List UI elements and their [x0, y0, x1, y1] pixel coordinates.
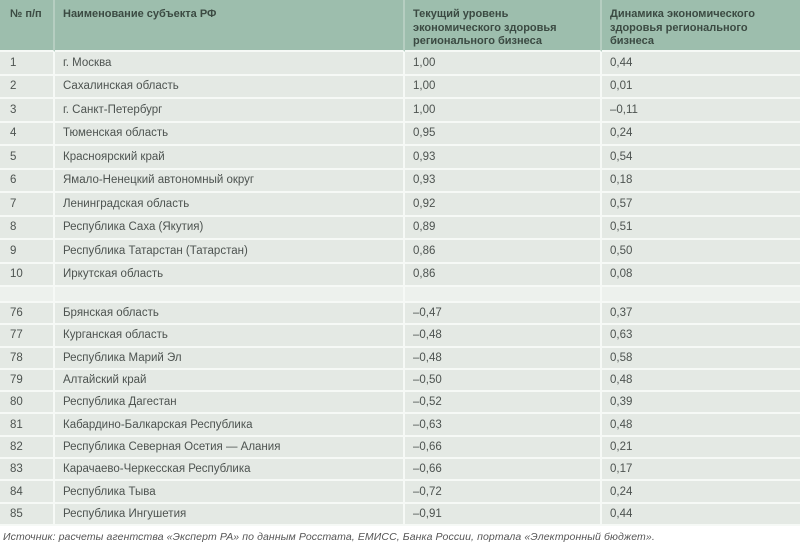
- cell-region-name: Тюменская область: [55, 123, 405, 147]
- cell-current-level: 0,92: [405, 193, 602, 217]
- cell-current-level: 1,00: [405, 99, 602, 123]
- cell-num: 76: [0, 303, 55, 325]
- cell-region-name: г. Санкт-Петербург: [55, 99, 405, 123]
- cell-region-name: Республика Саха (Якутия): [55, 217, 405, 241]
- cell-dynamics: 0,63: [602, 325, 800, 347]
- cell-dynamics: 0,44: [602, 52, 800, 76]
- gap-cell: [405, 287, 602, 303]
- cell-num: 8: [0, 217, 55, 241]
- gap-cell: [0, 287, 55, 303]
- gap-cell: [602, 287, 800, 303]
- cell-num: 84: [0, 481, 55, 503]
- column-header-name: Наименование субъекта РФ: [55, 0, 405, 52]
- cell-num: 82: [0, 437, 55, 459]
- table-row: [0, 170, 800, 194]
- cell-num: 77: [0, 325, 55, 347]
- cell-current-level: –0,52: [405, 392, 602, 414]
- column-header-dynamics: Динамика экономического здоровья регионального бизнеса: [602, 0, 800, 52]
- cell-num: 80: [0, 392, 55, 414]
- cell-current-level: 0,95: [405, 123, 602, 147]
- cell-num: 9: [0, 240, 55, 264]
- cell-num: 7: [0, 193, 55, 217]
- cell-current-level: –0,48: [405, 325, 602, 347]
- table-header: [0, 0, 800, 52]
- cell-num: 10: [0, 264, 55, 288]
- cell-num: 83: [0, 459, 55, 481]
- cell-current-level: –0,91: [405, 504, 602, 526]
- cell-region-name: Сахалинская область: [55, 76, 405, 100]
- column-header-num: № п/п: [0, 0, 55, 52]
- cell-region-name: Республика Татарстан (Татарстан): [55, 240, 405, 264]
- table-row: [0, 76, 800, 100]
- cell-region-name: Курганская область: [55, 325, 405, 347]
- cell-current-level: 0,93: [405, 146, 602, 170]
- cell-region-name: Республика Ингушетия: [55, 504, 405, 526]
- table-row: [0, 193, 800, 217]
- table-gap-section: [0, 287, 800, 303]
- table-row: [0, 481, 800, 503]
- table-row: [0, 348, 800, 370]
- cell-region-name: Республика Марий Эл: [55, 348, 405, 370]
- table-row: [0, 437, 800, 459]
- cell-num: 85: [0, 504, 55, 526]
- cell-num: 81: [0, 414, 55, 436]
- cell-region-name: Кабардино-Балкарская Республика: [55, 414, 405, 436]
- header-row: [0, 0, 800, 52]
- cell-current-level: –0,72: [405, 481, 602, 503]
- cell-num: 5: [0, 146, 55, 170]
- cell-current-level: –0,66: [405, 437, 602, 459]
- cell-current-level: –0,63: [405, 414, 602, 436]
- cell-region-name: Республика Северная Осетия — Алания: [55, 437, 405, 459]
- cell-dynamics: 0,21: [602, 437, 800, 459]
- cell-num: 2: [0, 76, 55, 100]
- gap-cell: [55, 287, 405, 303]
- table-row: [0, 303, 800, 325]
- table-body-bottom: [0, 303, 800, 526]
- cell-region-name: Красноярский край: [55, 146, 405, 170]
- cell-region-name: Ленинградская область: [55, 193, 405, 217]
- cell-dynamics: 0,58: [602, 348, 800, 370]
- cell-region-name: Республика Тыва: [55, 481, 405, 503]
- cell-current-level: –0,50: [405, 370, 602, 392]
- cell-num: 79: [0, 370, 55, 392]
- cell-dynamics: –0,11: [602, 99, 800, 123]
- cell-region-name: Брянская область: [55, 303, 405, 325]
- table-row: [0, 240, 800, 264]
- cell-num: 78: [0, 348, 55, 370]
- cell-current-level: 0,93: [405, 170, 602, 194]
- cell-dynamics: 0,18: [602, 170, 800, 194]
- table-row: [0, 370, 800, 392]
- cell-dynamics: 0,48: [602, 414, 800, 436]
- table-row: [0, 504, 800, 526]
- table-row: [0, 392, 800, 414]
- cell-dynamics: 0,50: [602, 240, 800, 264]
- cell-current-level: –0,47: [405, 303, 602, 325]
- cell-region-name: Алтайский край: [55, 370, 405, 392]
- table-row: [0, 123, 800, 147]
- gap-row: [0, 287, 800, 303]
- cell-region-name: Иркутская область: [55, 264, 405, 288]
- cell-region-name: Карачаево-Черкесская Республика: [55, 459, 405, 481]
- cell-current-level: 0,89: [405, 217, 602, 241]
- table-row: [0, 325, 800, 347]
- cell-num: 1: [0, 52, 55, 76]
- table-row: [0, 146, 800, 170]
- cell-dynamics: 0,39: [602, 392, 800, 414]
- table-row: [0, 217, 800, 241]
- cell-num: 6: [0, 170, 55, 194]
- source-note: Источник: расчеты агентства «Эксперт РА» по данным Росстата, ЕМИСС, Банка России, портала «Электронный бюджет».: [3, 530, 655, 543]
- cell-num: 4: [0, 123, 55, 147]
- cell-current-level: 0,86: [405, 264, 602, 288]
- table-row: [0, 414, 800, 436]
- table-row: [0, 459, 800, 481]
- cell-dynamics: 0,44: [602, 504, 800, 526]
- cell-current-level: 0,86: [405, 240, 602, 264]
- table-body-top: [0, 52, 800, 287]
- table-row: [0, 264, 800, 288]
- cell-dynamics: 0,01: [602, 76, 800, 100]
- cell-dynamics: 0,24: [602, 481, 800, 503]
- cell-dynamics: 0,24: [602, 123, 800, 147]
- table-row: [0, 52, 800, 76]
- cell-current-level: –0,48: [405, 348, 602, 370]
- cell-dynamics: 0,54: [602, 146, 800, 170]
- cell-dynamics: 0,48: [602, 370, 800, 392]
- cell-dynamics: 0,51: [602, 217, 800, 241]
- cell-region-name: г. Москва: [55, 52, 405, 76]
- cell-num: 3: [0, 99, 55, 123]
- column-header-level: Текущий уровень экономического здоровья регионального бизнеса: [405, 0, 602, 52]
- cell-region-name: Республика Дагестан: [55, 392, 405, 414]
- cell-region-name: Ямало-Ненецкий автономный округ: [55, 170, 405, 194]
- cell-current-level: 1,00: [405, 76, 602, 100]
- cell-current-level: –0,66: [405, 459, 602, 481]
- cell-dynamics: 0,08: [602, 264, 800, 288]
- table-row: [0, 99, 800, 123]
- cell-dynamics: 0,37: [602, 303, 800, 325]
- cell-dynamics: 0,57: [602, 193, 800, 217]
- cell-dynamics: 0,17: [602, 459, 800, 481]
- cell-current-level: 1,00: [405, 52, 602, 76]
